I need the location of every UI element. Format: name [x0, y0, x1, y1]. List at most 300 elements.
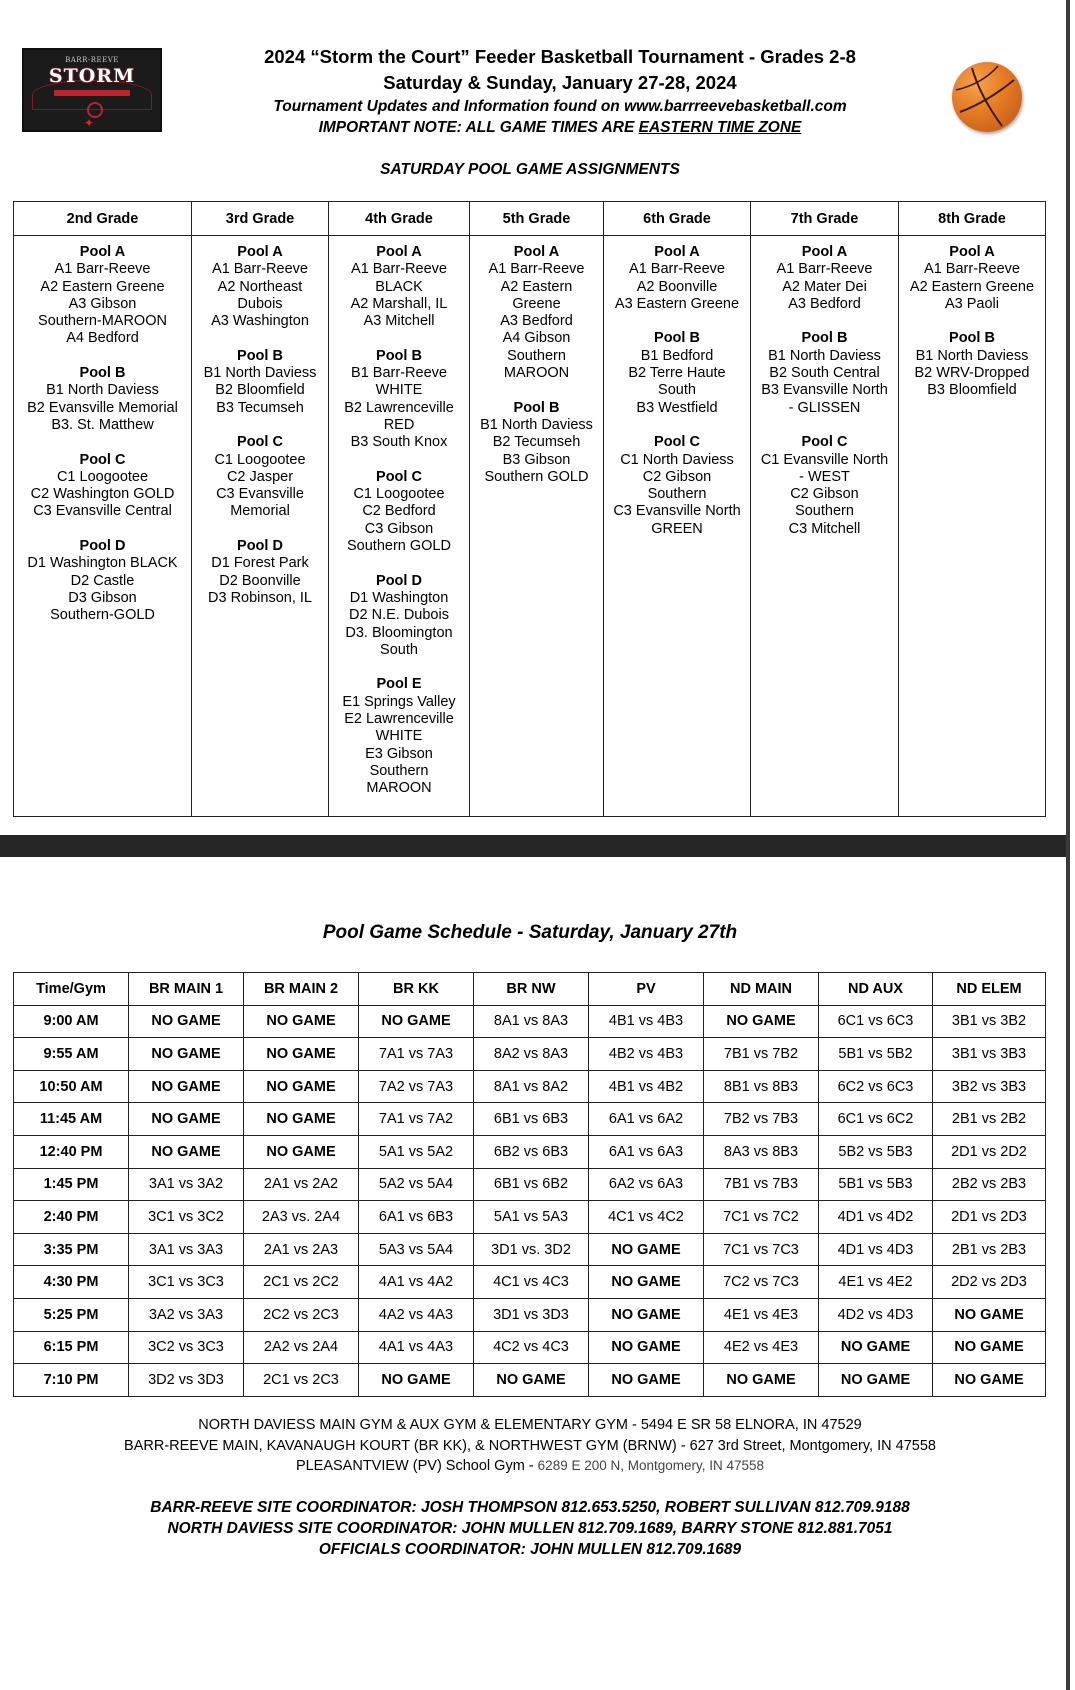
pool-block [330, 244, 468, 330]
table-row [14, 1135, 1046, 1168]
pool-team: WHITE [375, 728, 423, 745]
matchup-cell: 4D2 vs 4D3 [819, 1298, 933, 1331]
pool-title: Pool B [949, 330, 995, 347]
pool-block [471, 244, 602, 382]
address-pleasantview [0, 1456, 1060, 1477]
pool-title: Pool A [79, 244, 126, 260]
section-divider [0, 835, 1068, 857]
pool-team: A3 Mitchell [363, 313, 435, 330]
pool-team: B1 North Daviess [768, 347, 881, 364]
grade-header: 3rd Grade [192, 202, 329, 236]
matchup-cell: 7A1 vs 7A2 [359, 1103, 474, 1136]
matchup-cell: 3C1 vs 3C3 [129, 1266, 244, 1299]
page-edge [1066, 0, 1070, 1690]
no-game-cell: NO GAME [933, 1331, 1046, 1364]
pool-team: C1 Loogootee [353, 486, 445, 503]
pool-team: A1 Barr-Reeve [212, 261, 308, 278]
schedule-column-header: PV [589, 973, 704, 1006]
pool-title: Pool C [79, 451, 126, 468]
pool-team: E2 Lawrenceville [344, 711, 454, 728]
matchup-cell: 7B1 vs 7B2 [704, 1038, 819, 1071]
matchup-cell: 4D1 vs 4D2 [819, 1201, 933, 1234]
pool-block [193, 348, 327, 417]
table-row [14, 1331, 1046, 1364]
matchup-cell: 6B1 vs 6B2 [474, 1168, 589, 1201]
matchup-cell: 4A1 vs 4A2 [359, 1266, 474, 1299]
matchup-cell: 2A2 vs 2A4 [244, 1331, 359, 1364]
grade-header: 2nd Grade [14, 202, 192, 236]
matchup-cell: 3D1 vs 3D3 [474, 1298, 589, 1331]
matchup-cell: 3C2 vs 3C3 [129, 1331, 244, 1364]
matchup-cell: 5A1 vs 5A2 [359, 1135, 474, 1168]
pool-team: A4 Gibson [502, 330, 571, 347]
no-game-cell: NO GAME [244, 1103, 359, 1136]
time-slot: 7:10 PM [14, 1364, 129, 1397]
pool-team: Southern [647, 486, 707, 503]
pool-title: Pool A [376, 244, 422, 260]
no-game-cell: NO GAME [704, 1005, 819, 1038]
pool-team: A2 Boonville [636, 278, 718, 295]
pool-title: Pool B [237, 347, 283, 364]
matchup-cell: 4B2 vs 4B3 [589, 1038, 704, 1071]
pool-team: B1 North Daviess [46, 382, 159, 399]
pool-team: E3 Gibson [365, 745, 433, 762]
time-slot: 2:40 PM [14, 1201, 129, 1234]
address-barr-reeve: BARR-REEVE MAIN, KAVANAUGH KOURT (BR KK), & NORTHWEST GYM (BRNW) - 627 3rd Street, Montgomery, IN 47558 [124, 1437, 936, 1454]
pool-team: BLACK [375, 278, 423, 295]
pool-team: WHITE [375, 382, 423, 399]
schedule-column-header: BR KK [359, 973, 474, 1006]
pool-team: A1 Barr-Reeve [924, 261, 1020, 278]
grade-header: 4th Grade [329, 202, 470, 236]
coordinator-north-daviess: NORTH DAVIESS SITE COORDINATOR: JOHN MULLEN 812.709.1689, BARRY STONE 812.881.7051 [167, 1520, 893, 1537]
important-note-underlined: EASTERN TIME ZONE [638, 119, 802, 136]
pool-team: B3 South Knox [350, 434, 448, 451]
matchup-cell: 3B1 vs 3B3 [933, 1038, 1046, 1071]
pool-team: C2 Gibson [642, 468, 712, 485]
matchup-cell: 4C2 vs 4C3 [474, 1331, 589, 1364]
matchup-cell: 6A1 vs 6A2 [589, 1103, 704, 1136]
pool-title: Pool D [376, 572, 422, 589]
no-game-cell: NO GAME [359, 1005, 474, 1038]
no-game-cell: NO GAME [589, 1298, 704, 1331]
matchup-cell: 3A1 vs 3A3 [129, 1233, 244, 1266]
matchup-cell: 4B1 vs 4B3 [589, 1005, 704, 1038]
tournament-dates: Saturday & Sunday, January 27-28, 2024 [383, 72, 737, 93]
pool-team: D1 Washington BLACK [27, 555, 178, 572]
matchup-cell: 6A2 vs 6A3 [589, 1168, 704, 1201]
pool-team: B2 WRV-Dropped [914, 365, 1030, 382]
pool-team: A2 Northeast [217, 278, 303, 295]
pool-team: B2 Terre Haute [628, 365, 726, 382]
pool-team: A3 Bedford [788, 295, 861, 312]
pool-team: C3 Evansville Central [33, 503, 172, 520]
pool-block [193, 434, 327, 520]
pool-team: C3 Evansville North [613, 503, 741, 520]
pool-block [605, 330, 749, 416]
pool-team: A1 Barr-Reeve [351, 261, 447, 278]
time-slot: 5:25 PM [14, 1298, 129, 1331]
pool-team: Southern [795, 503, 854, 520]
pool-team: D3 Robinson, IL [208, 589, 312, 606]
basketball-icon [952, 62, 1022, 132]
time-slot: 12:40 PM [14, 1135, 129, 1168]
pool-title: Pool D [79, 538, 126, 555]
matchup-cell: 2C1 vs 2C2 [244, 1266, 359, 1299]
matchup-cell: 5B1 vs 5B2 [819, 1038, 933, 1071]
matchup-cell: 4A1 vs 4A3 [359, 1331, 474, 1364]
address-north-daviess: NORTH DAVIESS MAIN GYM & AUX GYM & ELEMENTARY GYM - 5494 E SR 58 ELNORA, IN 47529 [198, 1417, 862, 1433]
pool-title: Pool A [949, 244, 995, 260]
matchup-cell: 5B2 vs 5B3 [819, 1135, 933, 1168]
matchup-cell: 8A3 vs 8B3 [704, 1135, 819, 1168]
matchup-cell: 7A2 vs 7A3 [359, 1070, 474, 1103]
matchup-cell: 3B1 vs 3B2 [933, 1005, 1046, 1038]
pool-title: Pool D [237, 538, 283, 555]
matchup-cell: 3D1 vs. 3D2 [474, 1233, 589, 1266]
pool-block [752, 434, 897, 538]
pool-team: D3 Gibson [68, 589, 137, 606]
pool-block [330, 676, 468, 797]
no-game-cell: NO GAME [129, 1135, 244, 1168]
pool-title: Pool C [237, 434, 283, 451]
table-row [14, 1364, 1046, 1397]
schedule-column-header: BR MAIN 2 [244, 973, 359, 1006]
matchup-cell: 6B1 vs 6B3 [474, 1103, 589, 1136]
grade-pools-cell [899, 236, 1046, 817]
table-row [14, 1103, 1046, 1136]
matchup-cell: 4E1 vs 4E3 [704, 1298, 819, 1331]
pool-team: A3 Washington [211, 313, 309, 330]
grade-pools-cell [192, 236, 329, 817]
pool-team: Memorial [230, 503, 290, 520]
pool-team: Greene [512, 295, 561, 312]
pool-block [15, 365, 190, 434]
pool-title: Pool E [376, 676, 422, 693]
matchup-cell: 8A1 vs 8A3 [474, 1005, 589, 1038]
pool-assignments-title: SATURDAY POOL GAME ASSIGNMENTS [380, 161, 680, 178]
pool-title: Pool B [513, 399, 560, 416]
logo-main-text: STORM [48, 65, 136, 87]
time-slot: 6:15 PM [14, 1331, 129, 1364]
matchup-cell: 2D1 vs 2D3 [933, 1201, 1046, 1234]
table-row [14, 1233, 1046, 1266]
matchup-cell: 5A2 vs 5A4 [359, 1168, 474, 1201]
matchup-cell: 7C2 vs 7C3 [704, 1266, 819, 1299]
pool-team: E1 Springs Valley [342, 693, 456, 710]
matchup-cell: 3A1 vs 3A2 [129, 1168, 244, 1201]
no-game-cell: NO GAME [129, 1070, 244, 1103]
storm-logo [22, 48, 162, 132]
pool-header-row [14, 202, 1046, 236]
matchup-cell: 7C1 vs 7C3 [704, 1233, 819, 1266]
schedule-title: Pool Game Schedule - Saturday, January 27th [322, 922, 738, 943]
pool-block [193, 538, 327, 607]
no-game-cell: NO GAME [704, 1364, 819, 1397]
matchup-cell: 4E1 vs 4E2 [819, 1266, 933, 1299]
table-row [14, 1070, 1046, 1103]
pool-block [605, 244, 749, 313]
pool-block [605, 434, 749, 538]
pool-team: B1 North Daviess [915, 347, 1029, 364]
no-game-cell: NO GAME [359, 1364, 474, 1397]
pool-team: Dubois [237, 295, 283, 312]
pool-title: Pool A [801, 244, 848, 260]
grade-pools-cell [329, 236, 470, 817]
matchup-cell: 5B1 vs 5B3 [819, 1168, 933, 1201]
matchup-cell: 5A3 vs 5A4 [359, 1233, 474, 1266]
pool-block [330, 348, 468, 452]
matchup-cell: 3A2 vs 3A3 [129, 1298, 244, 1331]
pool-team: Southern GOLD [347, 538, 451, 555]
matchup-cell: 4E2 vs 4E3 [704, 1331, 819, 1364]
important-note-text: IMPORTANT NOTE: ALL GAME TIMES ARE [318, 119, 639, 136]
pool-title: Pool B [654, 330, 700, 347]
matchup-cell: 3B2 vs 3B3 [933, 1070, 1046, 1103]
schedule-column-header: BR NW [474, 973, 589, 1006]
schedule-body [14, 1005, 1046, 1396]
matchup-cell: 7B1 vs 7B3 [704, 1168, 819, 1201]
no-game-cell: NO GAME [129, 1005, 244, 1038]
coordinators [0, 1497, 1060, 1560]
time-slot: 11:45 AM [14, 1103, 129, 1136]
grade-header: 8th Grade [899, 202, 1046, 236]
important-note [180, 117, 940, 138]
address-pleasantview-street: 6289 E 200 N, Montgomery, IN 47558 [537, 1458, 765, 1473]
matchup-cell: 2C1 vs 2C3 [244, 1364, 359, 1397]
table-row [14, 1038, 1046, 1071]
pool-team: A1 Barr-Reeve [776, 261, 873, 278]
matchup-cell: 4B1 vs 4B2 [589, 1070, 704, 1103]
pool-team: B3 Gibson [502, 451, 571, 468]
pool-block [330, 573, 468, 659]
pool-team: D2 Castle [70, 572, 135, 589]
pool-team: C3 Mitchell [788, 520, 861, 537]
coordinator-officials: OFFICIALS COORDINATOR: JOHN MULLEN 812.709.1689 [318, 1541, 742, 1558]
matchup-cell: 4C1 vs 4C3 [474, 1266, 589, 1299]
tournament-updates-line: Tournament Updates and Information found on www.barrreevebasketball.com [273, 98, 847, 115]
pool-team: Southern [369, 762, 429, 779]
grade-header: 7th Grade [751, 202, 899, 236]
pool-block [471, 400, 602, 486]
no-game-cell: NO GAME [589, 1266, 704, 1299]
pool-team: D3. Bloomington [345, 624, 453, 641]
pool-team: South [658, 382, 696, 399]
matchup-cell: 4A2 vs 4A3 [359, 1298, 474, 1331]
pool-block [330, 469, 468, 555]
no-game-cell: NO GAME [589, 1233, 704, 1266]
address-pleasantview-label: PLEASANTVIEW (PV) School Gym - [295, 1458, 538, 1474]
logo-mascot-icon: ✦ [84, 116, 95, 130]
matchup-cell: 8A2 vs 8A3 [474, 1038, 589, 1071]
pool-team: C2 Jasper [226, 468, 294, 485]
pool-team: B3. St. Matthew [51, 416, 154, 433]
logo-top-text: BARR-REEVE [65, 56, 119, 64]
pool-team: D2 Boonville [219, 572, 301, 589]
pool-team: C1 Loogootee [56, 468, 149, 485]
schedule-column-header: ND ELEM [933, 973, 1046, 1006]
matchup-cell: 8A1 vs 8A2 [474, 1070, 589, 1103]
pool-team: A2 Eastern Greene [40, 278, 165, 295]
pool-block [900, 244, 1044, 313]
pool-team: A3 Eastern Greene [614, 295, 740, 312]
pool-team: A3 Bedford [500, 313, 573, 330]
pool-team: B2 South Central [769, 365, 880, 382]
pool-team: MAROON [366, 780, 432, 797]
matchup-cell: 6C2 vs 6C3 [819, 1070, 933, 1103]
schedule-table [13, 972, 1046, 1397]
matchup-cell: 3C1 vs 3C2 [129, 1201, 244, 1234]
matchup-cell: 7A1 vs 7A3 [359, 1038, 474, 1071]
no-game-cell: NO GAME [129, 1103, 244, 1136]
pool-team: C2 Washington GOLD [30, 486, 175, 503]
schedule-column-header: ND MAIN [704, 973, 819, 1006]
pool-title: Pool B [376, 347, 422, 364]
no-game-cell: NO GAME [244, 1070, 359, 1103]
pool-assignments-table [13, 201, 1046, 817]
pool-title: Pool B [79, 365, 126, 382]
time-slot: 4:30 PM [14, 1266, 129, 1299]
pool-team: B1 North Daviess [480, 416, 593, 433]
time-slot: 9:55 AM [14, 1038, 129, 1071]
pool-team: C1 North Daviess [620, 451, 734, 468]
pool-title: Pool C [376, 468, 422, 485]
pool-title: Pool B [801, 330, 848, 347]
grade-pools-cell [751, 236, 899, 817]
pool-block [15, 452, 190, 521]
pool-title: Pool C [801, 434, 848, 451]
schedule-column-header: ND AUX [819, 973, 933, 1006]
no-game-cell: NO GAME [244, 1038, 359, 1071]
pool-team: C1 Evansville North [760, 451, 889, 468]
pool-team: South [380, 641, 418, 658]
grade-pools-cell [14, 236, 192, 817]
pool-team: B3 Evansville North [761, 382, 888, 399]
no-game-cell: NO GAME [933, 1298, 1046, 1331]
pool-team: B1 Barr-Reeve [351, 365, 447, 382]
pool-team: B1 Bedford [640, 347, 714, 364]
matchup-cell: 6B2 vs 6B3 [474, 1135, 589, 1168]
pool-team: B1 North Daviess [203, 365, 317, 382]
pool-team: B2 Tecumseh [492, 434, 581, 451]
grade-header: 6th Grade [604, 202, 751, 236]
table-row [14, 1168, 1046, 1201]
matchup-cell: 2A1 vs 2A3 [244, 1233, 359, 1266]
table-row [14, 1298, 1046, 1331]
pool-team: A1 Barr-Reeve [488, 261, 585, 278]
pool-team: RED [383, 416, 415, 433]
pool-team: Southern GOLD [484, 468, 589, 485]
pool-team: A1 Barr-Reeve [629, 261, 725, 278]
tournament-title: 2024 “Storm the Court” Feeder Basketball Tournament - Grades 2-8 [264, 46, 856, 67]
pool-team: C3 Evansville [216, 486, 304, 503]
pool-team: C2 Bedford [362, 503, 436, 520]
gym-addresses [0, 1415, 1060, 1477]
no-game-cell: NO GAME [244, 1005, 359, 1038]
pool-team: Southern [507, 347, 566, 364]
pool-team: B3 Tecumseh [216, 399, 304, 416]
pool-team: C1 Loogootee [214, 451, 306, 468]
matchup-cell: 6A1 vs 6A3 [589, 1135, 704, 1168]
pool-team: - WEST [799, 468, 850, 485]
time-slot: 3:35 PM [14, 1233, 129, 1266]
time-slot: 9:00 AM [14, 1005, 129, 1038]
matchup-cell: 2A3 vs. 2A4 [244, 1201, 359, 1234]
matchup-cell: 2B1 vs 2B2 [933, 1103, 1046, 1136]
pool-team: A1 Barr-Reeve [54, 261, 151, 278]
pool-team: C3 Gibson [364, 520, 434, 537]
pool-title: Pool A [237, 244, 283, 260]
no-game-cell: NO GAME [474, 1364, 589, 1397]
matchup-cell: 2B1 vs 2B3 [933, 1233, 1046, 1266]
pool-team: D1 Washington [349, 589, 449, 606]
matchup-cell: 4D1 vs 4D3 [819, 1233, 933, 1266]
no-game-cell: NO GAME [933, 1364, 1046, 1397]
logo-band [54, 90, 130, 96]
time-slot: 1:45 PM [14, 1168, 129, 1201]
grade-pools-cell [604, 236, 751, 817]
pool-team: A2 Marshall, IL [350, 295, 448, 312]
pool-team: MAROON [503, 365, 570, 382]
pool-block [15, 244, 190, 348]
matchup-cell: 2D2 vs 2D3 [933, 1266, 1046, 1299]
matchup-cell: 2A1 vs 2A2 [244, 1168, 359, 1201]
pool-block [752, 244, 897, 313]
matchup-cell: 7B2 vs 7B3 [704, 1103, 819, 1136]
matchup-cell: 2C2 vs 2C3 [244, 1298, 359, 1331]
time-slot: 10:50 AM [14, 1070, 129, 1103]
pool-title: Pool C [654, 434, 700, 451]
no-game-cell: NO GAME [819, 1364, 933, 1397]
matchup-cell: 5A1 vs 5A3 [474, 1201, 589, 1234]
matchup-cell: 2B2 vs 2B3 [933, 1168, 1046, 1201]
pool-team: D1 Forest Park [211, 555, 309, 572]
grade-pools-cell [470, 236, 604, 817]
matchup-cell: 6C1 vs 6C2 [819, 1103, 933, 1136]
schedule-column-header: BR MAIN 1 [129, 973, 244, 1006]
pool-team: B3 Bloomfield [927, 382, 1017, 399]
pool-team: C2 Gibson [790, 486, 859, 503]
schedule-column-header: Time/Gym [14, 973, 129, 1006]
matchup-cell: 6A1 vs 6B3 [359, 1201, 474, 1234]
pool-team: A3 Gibson [68, 295, 137, 312]
no-game-cell: NO GAME [129, 1038, 244, 1071]
matchup-cell: 8B1 vs 8B3 [704, 1070, 819, 1103]
pool-team: A4 Bedford [66, 330, 139, 347]
pool-block [15, 538, 190, 624]
pool-team: A2 Eastern [500, 278, 573, 295]
matchup-cell: 4C1 vs 4C2 [589, 1201, 704, 1234]
tournament-header [180, 44, 940, 138]
schedule-header-row [14, 973, 1046, 1006]
pool-title: Pool A [513, 244, 560, 260]
pool-team: Southern-GOLD [50, 607, 155, 624]
pool-team: B2 Evansville Memorial [27, 399, 178, 416]
pool-block [752, 330, 897, 416]
pool-team: Southern-MAROON [38, 313, 167, 330]
coordinator-barr-reeve: BARR-REEVE SITE COORDINATOR: JOSH THOMPSON 812.653.5250, ROBERT SULLIVAN 812.709.9188 [150, 1499, 910, 1516]
matchup-cell: 7C1 vs 7C2 [704, 1201, 819, 1234]
pool-team: A3 Paoli [944, 295, 999, 312]
no-game-cell: NO GAME [589, 1364, 704, 1397]
matchup-cell: 6C1 vs 6C3 [819, 1005, 933, 1038]
table-row [14, 1005, 1046, 1038]
pool-block [900, 330, 1044, 399]
pool-team: - GLISSEN [788, 399, 861, 416]
table-row [14, 1266, 1046, 1299]
no-game-cell: NO GAME [589, 1331, 704, 1364]
pool-team: A2 Eastern Greene [909, 278, 1035, 295]
